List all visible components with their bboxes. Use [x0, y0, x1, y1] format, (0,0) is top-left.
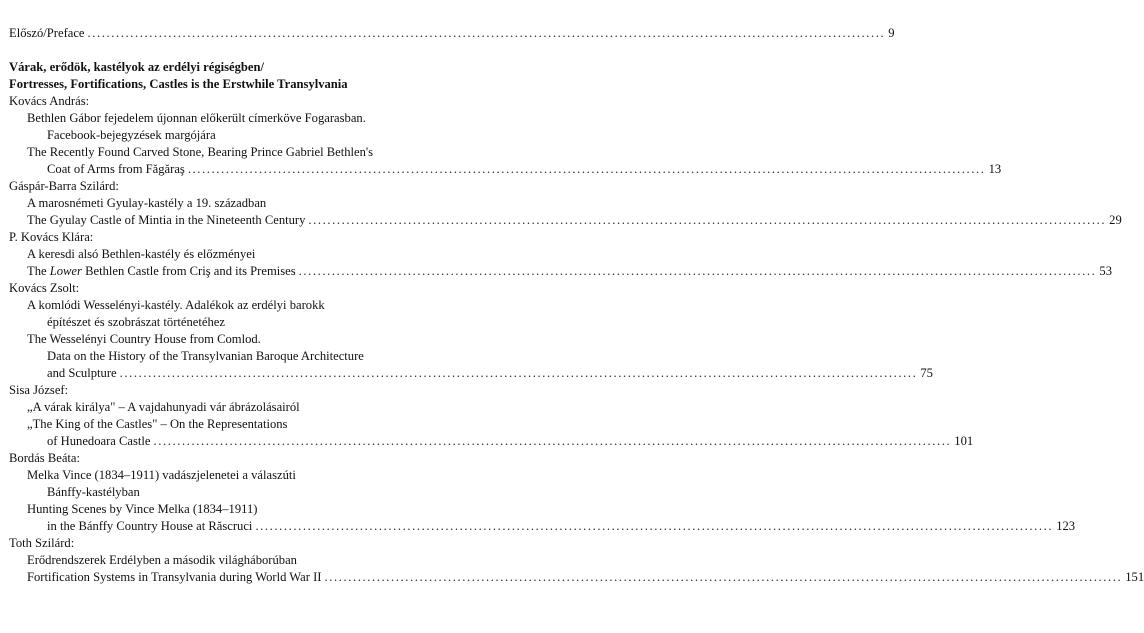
toc-entry[interactable] [9, 569, 1144, 586]
toc-entry-title: Erődrendszerek Erdélyben a második világháborúban [27, 553, 297, 567]
toc-entry-title: A keresdi alsó Bethlen-kastély és előzményei [27, 247, 256, 261]
toc-entry-line [9, 314, 484, 331]
toc-entry-title: The Lower Bethlen Castle from Criş and its Premises [27, 264, 296, 278]
page-number: 29 [1109, 213, 1122, 227]
toc-entry-line [9, 195, 484, 212]
toc-entry-line [9, 144, 484, 161]
toc-entry-title: and Sculpture [47, 366, 117, 380]
page-number: 75 [920, 366, 933, 380]
toc-entry-line [9, 399, 484, 416]
toc-entry-title: Coat of Arms from Făgăraş [47, 162, 185, 176]
toc-author: Toth Szilárd: [9, 536, 75, 550]
toc-entry-title: Facebook-bejegyzések margójára [47, 128, 216, 142]
toc-author: Kovács András: [9, 94, 90, 108]
toc-entry-line [9, 297, 484, 314]
page-number: 151 [1125, 570, 1144, 584]
dot-leader [120, 365, 918, 382]
toc-entries [9, 93, 1144, 586]
toc-entry-line [9, 416, 484, 433]
toc-author: Kovács Zsolt: [9, 281, 80, 295]
toc-entry-title: in the Bánffy Country House at Răscruci [47, 519, 253, 533]
toc-entry[interactable] [9, 212, 1122, 229]
toc-entry-preface[interactable] [9, 25, 895, 42]
toc-entry-line [9, 246, 484, 263]
toc-entry-title: „A várak királya" – A vajdahunyadi vár ábrázolásairól [27, 400, 300, 414]
toc-entry-title: The Wesselényi Country House from Comlod. [27, 332, 261, 346]
toc-entry-line [9, 501, 484, 518]
toc-entry-title: építészet és szobrászat történetéhez [47, 315, 225, 329]
toc-entry[interactable] [9, 365, 933, 382]
toc-entry-title: Melka Vince (1834–1911) vadászjelenetei a válaszúti [27, 468, 296, 482]
toc-entry-title: Előszó/Preface [9, 26, 85, 40]
dot-leader [308, 212, 1106, 229]
toc-entry-line [9, 331, 484, 348]
section-title-en: Fortresses, Fortifications, Castles is the Erstwhile Transylvania [9, 77, 348, 91]
toc-author: Gáspár-Barra Szilárd: [9, 179, 119, 193]
toc-entry-title: The Gyulay Castle of Mintia in the Nineteenth Century [27, 213, 306, 227]
toc-entry-title: The Recently Found Carved Stone, Bearing Prince Gabriel Bethlen's [27, 145, 374, 159]
toc-entry-line [9, 552, 484, 569]
page-number: 53 [1099, 264, 1112, 278]
dot-leader [88, 25, 886, 42]
toc-entry-title: Bánffy-kastélyban [47, 485, 140, 499]
dot-leader [299, 263, 1097, 280]
toc-entry-title: Hunting Scenes by Vince Melka (1834–1911) [27, 502, 258, 516]
dot-leader [325, 569, 1123, 586]
toc-entry-title: A komlódi Wesselényi-kastély. Adalékok az erdélyi barokk [27, 298, 325, 312]
dot-leader [154, 433, 952, 450]
toc-entry-title: of Hunedoara Castle [47, 434, 151, 448]
toc-entry[interactable] [9, 433, 974, 450]
toc-author: P. Kovács Klára: [9, 230, 94, 244]
page-number: 101 [954, 434, 974, 448]
spacer [9, 42, 484, 59]
section-title-hu: Várak, erődök, kastélyok az erdélyi régiségben/ [9, 60, 264, 74]
toc-author: Bordás Beáta: [9, 451, 80, 465]
toc-entry-title: Fortification Systems in Transylvania during World War II [27, 570, 322, 584]
toc-author: Sisa József: [9, 383, 69, 397]
toc-entry-line [9, 348, 484, 365]
page-number: 123 [1056, 519, 1076, 533]
toc-entry[interactable] [9, 263, 1112, 280]
toc-entry-title: A marosnémeti Gyulay-kastély a 19. században [27, 196, 267, 210]
toc-entry-line [9, 467, 484, 484]
toc-entry-title: „The King of the Castles" – On the Representations [27, 417, 288, 431]
toc-entry-line [9, 110, 484, 127]
toc-entry[interactable] [9, 161, 1002, 178]
page-number: 9 [888, 26, 895, 40]
toc-entry-line [9, 484, 484, 501]
table-of-contents [9, 25, 1144, 586]
toc-entry-title: Data on the History of the Transylvanian Baroque Architecture [47, 349, 364, 363]
toc-entry-line [9, 127, 484, 144]
page-number: 13 [988, 162, 1002, 176]
toc-entry-title: Bethlen Gábor fejedelem újonnan előkerült címerköve Fogarasban. [27, 111, 366, 125]
dot-leader [255, 518, 1053, 535]
toc-entry[interactable] [9, 518, 1076, 535]
dot-leader [188, 161, 986, 178]
